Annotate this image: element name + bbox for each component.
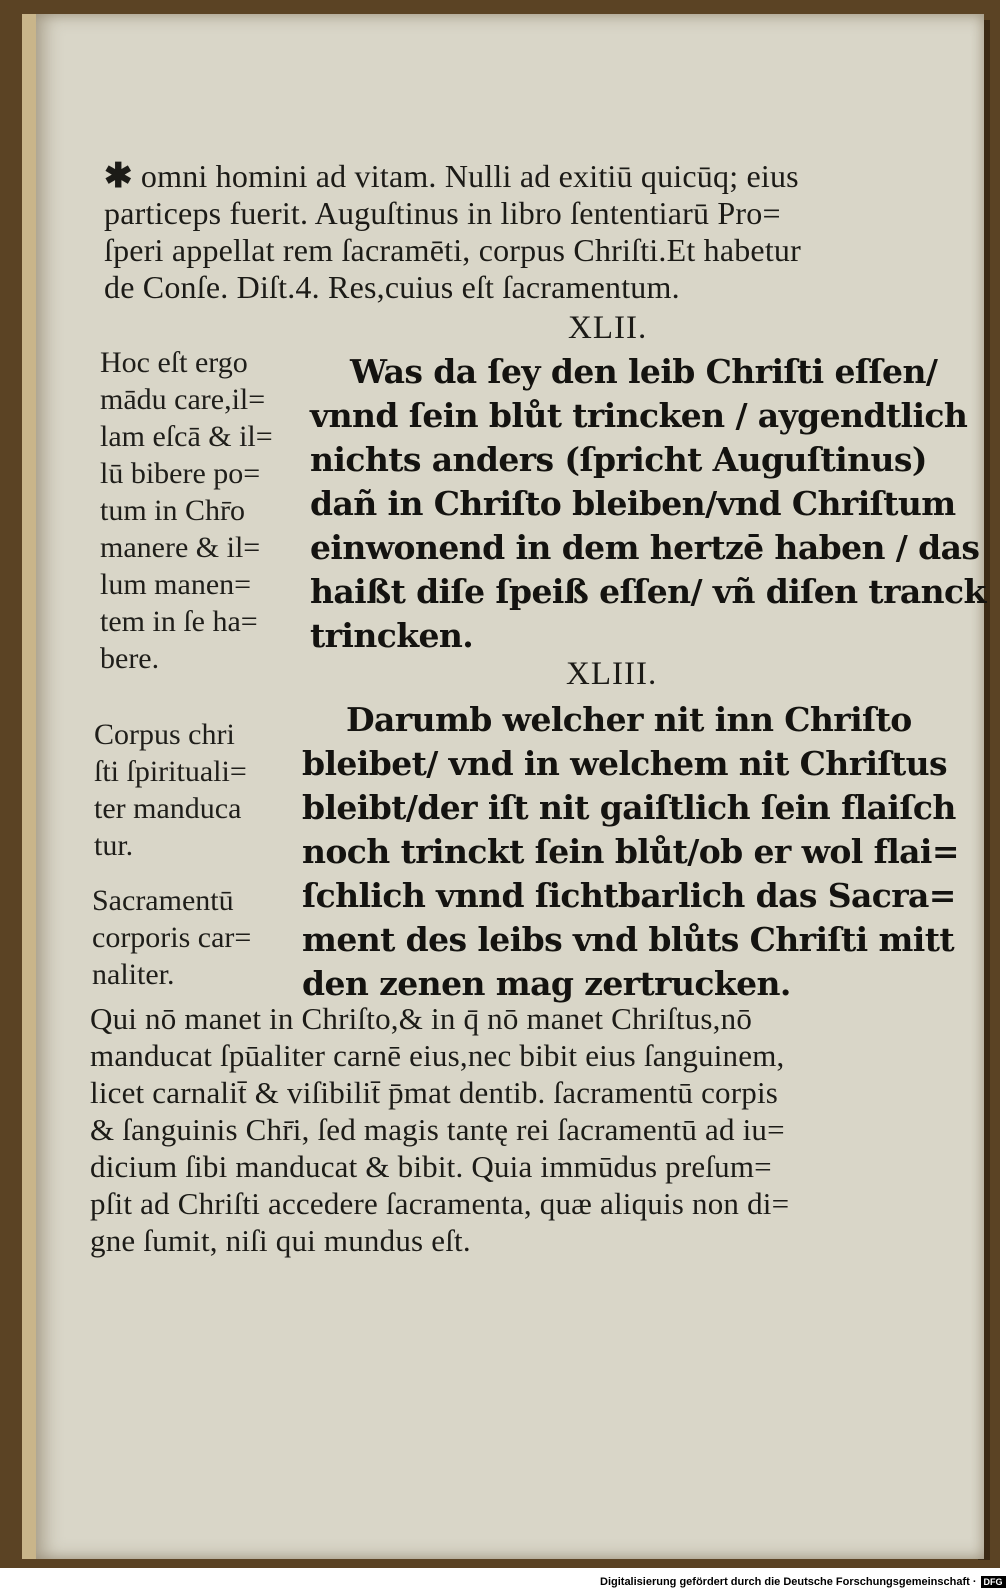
section-42-heading: XLII. <box>568 310 648 346</box>
bottom-paragraph: Qui nō manet in Chriſto,& in q̄ nō manet Chriſtus,nō manducat ſpūaliter carnē eius,nec bibit eius ſanguinem, licet carnalit̄ & viſibilit̄ p̄mat dentib. ſacramentū corpis & ſanguinis Chr̄i, ſed magis tantę rei ſacramentū ad iu= dicium ſibi manducat & bibit. Quia immūdus preſum= pſit ad Chriſti accedere ſacramenta, quæ aliquis non di= gne ſumit, niſi qui mundus eſt. <box>90 1001 790 1258</box>
section-43-margin-note-1: Corpus chri ſti ſpirituali= ter manduca tur. <box>94 718 247 862</box>
footer-credit-text: Digitalisierung gefördert durch die Deutsche Forschungsgemeinschaft · <box>600 1576 977 1588</box>
top-paragraph-line-2: particeps fuerit. Auguſtinus in libro ſententiarū Pro= <box>104 195 781 231</box>
asterisk-mark-icon: ✱ <box>104 158 133 195</box>
section-43-body: Darumb welcher nit inn Chriſto bleibet/ vnd in welchem nit Chriſtus bleibt/der iſt nit gaiſtlich ſein flaiſch noch trinckt ſein blůt/ob er wol flai= ſchlich vnnd ſichtbarlich das Sacra= ment des leibs vnd blůts Chriſti mitt den zenen mag zertrucken. <box>302 700 959 1003</box>
dfg-logo: DFG <box>981 1576 1006 1588</box>
top-paragraph-line-1: ✱ omni homini ad vitam. Nulli ad exitiū quicūq; eius <box>104 158 799 195</box>
section-43-heading: XLIII. <box>566 656 658 692</box>
top-paragraph <box>104 158 801 306</box>
section-42-body: Was da ſey den leib Chriſti eſſen/ vnnd ſein blůt trincken / aygendtlich nichts anders (ſpricht Auguſtinus) dañ in Chriſto bleiben/vnd Chriſtum einwonend in dem hertzē haben / das haißt diſe ſpeiß eſſen/ vñ diſen tranck trincken. <box>310 352 986 655</box>
section-43-margin-note-2: Sacramentū corporis car= naliter. <box>92 884 252 991</box>
top-paragraph-line-3: ſperi appellat rem ſacramēti, corpus Chriſti.Et habetur <box>104 232 801 268</box>
digitization-footer <box>600 1571 1003 1593</box>
top-paragraph-line-4: de Conſe. Diſt.4. Res,cuius eſt ſacramentum. <box>104 269 680 305</box>
section-42-margin-note: Hoc eſt ergo mādu care,il= lam eſcā & il= lū bibere po= tum in Chr̄o manere & il= lum manen= tem in ſe ha= bere. <box>100 346 273 675</box>
